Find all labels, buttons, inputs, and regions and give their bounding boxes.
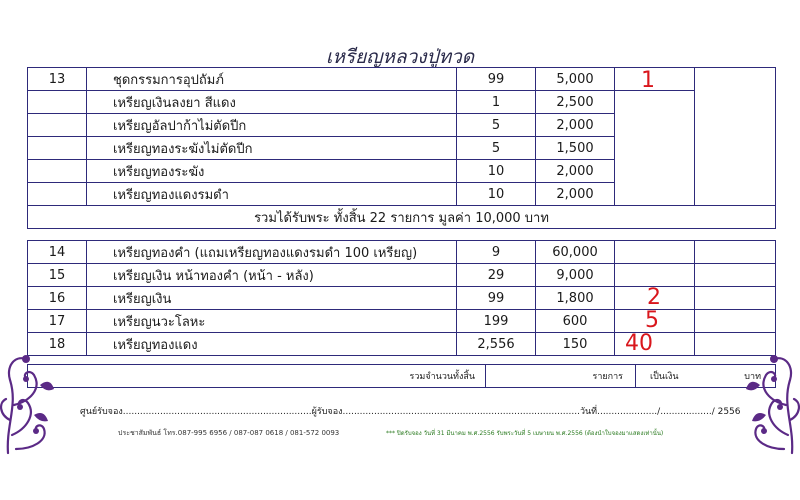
item-price: 60,000 [536,241,615,264]
item-price: 600 [536,310,615,333]
remark-cell [695,310,776,333]
order-table-set [27,67,776,229]
item-qty: 2,556 [457,333,536,356]
receiver-field[interactable]: ................................................................................... [342,407,580,417]
booking-signline [80,404,741,418]
table-row [28,91,776,114]
remark-cell [695,287,776,310]
row-number: 15 [28,264,87,287]
item-qty: 10 [457,183,536,206]
booking-center-label: ศูนย์รับจอง [80,407,123,417]
item-price: 2,000 [536,160,615,183]
order-cell[interactable] [615,333,695,356]
row-number: 13 [28,68,87,91]
table-row [28,68,776,91]
handwritten-mark: 1 [641,68,655,91]
item-name: เหรียญเงินลงยา สีแดง [87,91,457,114]
item-qty: 5 [457,114,536,137]
item-price: 2,000 [536,114,615,137]
item-price: 9,000 [536,264,615,287]
row-number [28,91,87,114]
order-cell[interactable] [615,264,695,287]
item-name: เหรียญทองระฆัง [87,160,457,183]
total-items-label: รายการ [486,365,636,388]
contact-info: ประชาสัมพันธ์ โทร.087-995 6956 / 087-087 0618 / 081-572 0093 [118,429,340,437]
row-number: 16 [28,287,87,310]
item-qty: 9 [457,241,536,264]
table-row [28,310,776,333]
item-name: เหรียญเงิน หน้าทองคำ (หน้า - หลัง) [87,264,457,287]
item-price: 5,000 [536,68,615,91]
row-number [28,183,87,206]
item-qty: 10 [457,160,536,183]
order-cell[interactable] [615,68,695,91]
order-table-coins [27,240,776,356]
item-qty: 29 [457,264,536,287]
item-price: 2,000 [536,183,615,206]
item-qty: 99 [457,287,536,310]
row-number [28,160,87,183]
row-number: 18 [28,333,87,356]
item-price: 1,500 [536,137,615,160]
total-label: รวมจำนวนทั้งสิ้น [28,365,486,388]
item-name: เหรียญเงิน [87,287,457,310]
remark-cell [695,264,776,287]
item-name: เหรียญนวะโลหะ [87,310,457,333]
table-row [28,333,776,356]
item-price: 2,500 [536,91,615,114]
handwritten-mark: 5 [645,309,659,333]
item-price: 150 [536,333,615,356]
row-number [28,114,87,137]
set-summary: รวมได้รับพระ ทั้งสิ้น 22 รายการ มูลค่า 10,000 บาท [28,206,776,229]
item-name: เหรียญทองระฆังไม่ตัดปีก [87,137,457,160]
item-qty: 1 [457,91,536,114]
handwritten-mark: 2 [647,286,661,310]
floral-ornament-right-icon [738,345,800,455]
total-amount-label: เป็นเงิน [650,372,679,382]
order-cell[interactable] [615,310,695,333]
row-number [28,137,87,160]
row-number: 17 [28,310,87,333]
order-cell[interactable] [615,287,695,310]
date-year: / 2556 [711,407,741,417]
remark-cell [695,241,776,264]
summary-row [28,206,776,229]
row-number: 14 [28,241,87,264]
total-baht-label: บาท [744,372,761,382]
item-name: เหรียญอัลปาก้าไม่ตัดปีก [87,114,457,137]
item-name: ชุดกรรมการอุปถัมภ์ [87,68,457,91]
booking-note: *** ปิดรับจอง วันที่ 31 มีนาคม พ.ศ.2556 รับพระวันที่ 5 เมษายน พ.ศ.2556 (ต้องนำใบจองมาแสดงเท่านั้น) [386,430,664,437]
item-name: เหรียญทองคำ (แถมเหรียญทองแดงรมดำ 100 เหรียญ) [87,241,457,264]
item-price: 1,800 [536,287,615,310]
table-row [28,287,776,310]
date-label: วันที่ [579,407,598,417]
item-qty: 99 [457,68,536,91]
document-title: เหรียญหลวงปู่ทวด [325,46,475,68]
item-name: เหรียญทองแดง [87,333,457,356]
booking-center-field[interactable]: .................................................................. [122,407,312,417]
item-name: เหรียญทองแดงรมดำ [87,183,457,206]
table-row [28,241,776,264]
order-cell[interactable] [615,241,695,264]
table-row [28,264,776,287]
item-qty: 5 [457,137,536,160]
remark-cell [695,68,776,206]
date-field[interactable]: ...................../.................. [597,407,712,417]
handwritten-mark: 40 [625,332,653,356]
item-qty: 199 [457,310,536,333]
floral-ornament-left-icon [0,345,62,455]
totals-row [27,364,776,388]
order-cell[interactable] [615,91,695,206]
receiver-label: ผู้รับจอง [311,407,343,417]
